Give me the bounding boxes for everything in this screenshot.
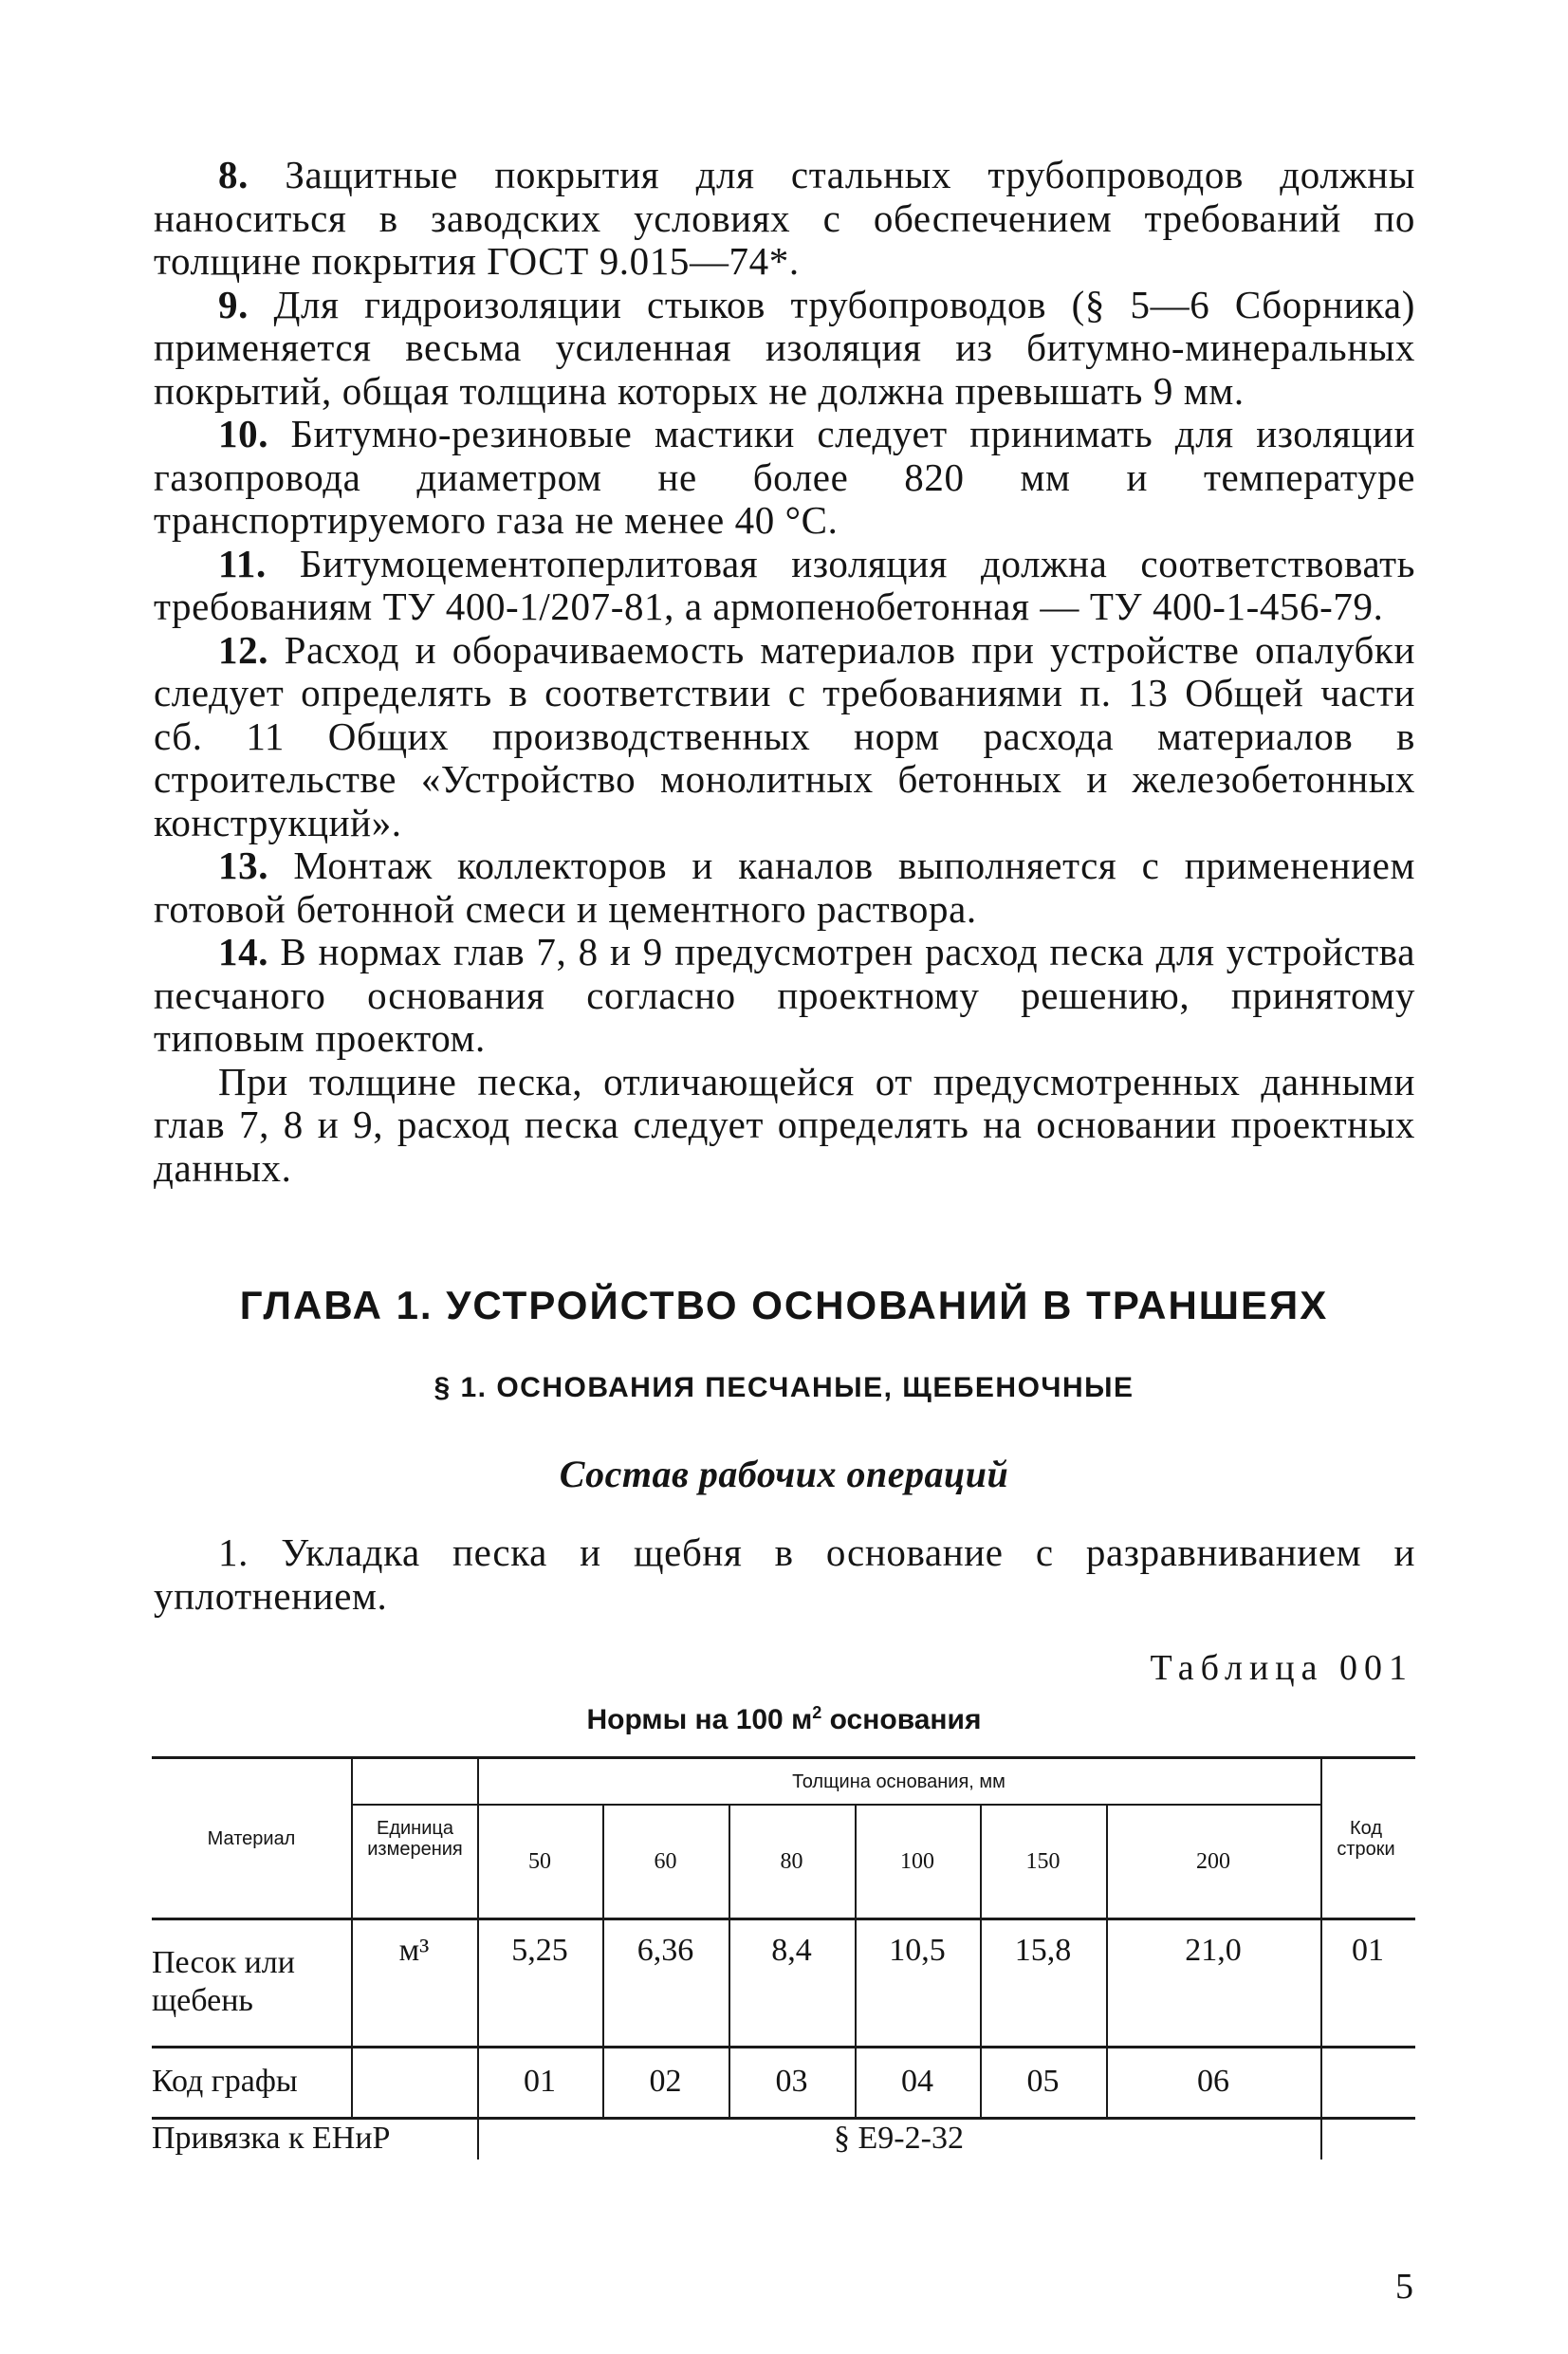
caption-superscript: 2 xyxy=(812,1703,822,1722)
paragraph-8 xyxy=(154,154,1415,284)
section-title: § 1. ОСНОВАНИЯ ПЕСЧАНЫЕ, ЩЕБЕНОЧНЫЕ xyxy=(434,1372,1134,1403)
paragraph-text: Расход и оборачиваемость материалов при устройстве опалубки следует определять в соответствии с требованиями п. 13 Общей части сб. 11 Общих производственных норм расхода материалов в строительстве «Устройство монолитных бетонных и железобетонных конструкций». xyxy=(154,627,1415,844)
body-text xyxy=(154,154,1415,1190)
chapter-title: ГЛАВА 1. УСТРОЙСТВО ОСНОВАНИЙ В ТРАНШЕЯХ xyxy=(239,1283,1329,1327)
paragraph-text: Для гидроизоляции стыков трубопроводов (§ 5—6 Сборника) применяется весьма усиленная изоляция из битумно-минеральных покрытий, общая толщина которых не должна превышать 9 мм. xyxy=(154,282,1415,413)
column-code-04: 04 xyxy=(901,2063,933,2099)
table-caption xyxy=(0,1703,1568,1736)
row-value-80: 8,4 xyxy=(771,1933,812,1968)
row-code: 01 xyxy=(1352,1933,1384,1968)
paragraph-13 xyxy=(154,844,1415,931)
thickness-200: 200 xyxy=(1196,1848,1230,1874)
paragraph-number: 13. xyxy=(218,843,269,887)
header-thickness: Толщина основания, мм xyxy=(792,1770,1005,1792)
paragraph-sand-note xyxy=(154,1061,1415,1191)
operation-item: 1. Укладка песка и щебня в основание с разравниванием и уплотнением. xyxy=(154,1530,1415,1618)
paragraph-11 xyxy=(154,543,1415,629)
paragraph-text: При толщине песка, отличающейся от предусмотренных данными глав 7, 8 и 9, расход песка следует определять на основании проектных данных. xyxy=(154,1059,1415,1190)
operations-list xyxy=(154,1531,1415,1618)
table-label: Таблица 001 xyxy=(1150,1648,1413,1688)
paragraph-text: Монтаж коллекторов и каналов выполняется с применением готовой бетонной смеси и цементного раствора. xyxy=(154,843,1415,931)
paragraph-text: Битумно-резиновые мастики следует принимать для изоляции газопровода диаметром не более 820 мм и температуре транспортируемого газа не менее 40 °С. xyxy=(154,412,1415,542)
row-material: Песок или щебень xyxy=(152,1944,295,2018)
paragraph-text: В нормах глав 7, 8 и 9 предусмотрен расход песка для устройства песчаного основания согласно проектному решению, принятому типовым проектом. xyxy=(154,930,1415,1060)
row-value-50: 5,25 xyxy=(511,1933,568,1968)
paragraph-number: 14. xyxy=(218,930,269,973)
paragraph-10 xyxy=(154,413,1415,543)
column-code-06: 06 xyxy=(1197,2063,1229,2099)
page-number: 5 xyxy=(1395,2267,1413,2307)
thickness-150: 150 xyxy=(1025,1848,1061,1874)
paragraph-number: 8. xyxy=(218,153,249,196)
header-unit: Единица измерения xyxy=(367,1817,463,1860)
paragraph-12 xyxy=(154,629,1415,845)
norms-table xyxy=(152,1756,1415,2159)
row-value-60: 6,36 xyxy=(636,1933,694,1968)
column-code-05: 05 xyxy=(1026,2063,1060,2099)
thickness-80: 80 xyxy=(780,1848,803,1874)
column-code-02: 02 xyxy=(649,2063,682,2099)
paragraph-number: 9. xyxy=(218,282,249,326)
header-material: Материал xyxy=(207,1827,296,1849)
row-unit: м³ xyxy=(398,1933,430,1968)
paragraph-text: Защитные покрытия для стальных трубопроводов должны наноситься в заводских условиях с обеспечением требований по толщине покрытия ГОСТ 9.015—74*. xyxy=(154,153,1415,283)
paragraph-number: 12. xyxy=(218,627,269,672)
paragraph-number: 10. xyxy=(218,412,269,455)
column-code-03: 03 xyxy=(775,2063,808,2099)
thickness-100: 100 xyxy=(900,1848,934,1874)
caption-text: Нормы на 100 м xyxy=(586,1704,813,1735)
caption-tail: основания xyxy=(821,1704,982,1735)
thickness-50: 50 xyxy=(528,1848,551,1874)
binding-label: Привязка к ЕНиР xyxy=(152,2120,391,2156)
paragraph-text: Битумоцементоперлитовая изоляция должна соответствовать требованиям ТУ 400-1/207-81, а армопенобетонная — ТУ 400-1-456-79. xyxy=(154,541,1415,628)
header-row-code: Код строки xyxy=(1337,1817,1395,1860)
paragraph-number: 11. xyxy=(218,541,267,585)
paragraph-9 xyxy=(154,284,1415,414)
column-code-01: 01 xyxy=(524,2063,556,2099)
row-value-100: 10,5 xyxy=(889,1933,946,1968)
binding-value: § Е9-2-32 xyxy=(834,2120,964,2156)
subsection-title: Состав рабочих операций xyxy=(559,1453,1009,1495)
column-code-label: Код графы xyxy=(152,2063,298,2099)
row-value-150: 15,8 xyxy=(1014,1933,1072,1968)
paragraph-14 xyxy=(154,931,1415,1061)
thickness-60: 60 xyxy=(654,1848,677,1874)
row-value-200: 21,0 xyxy=(1185,1933,1242,1968)
